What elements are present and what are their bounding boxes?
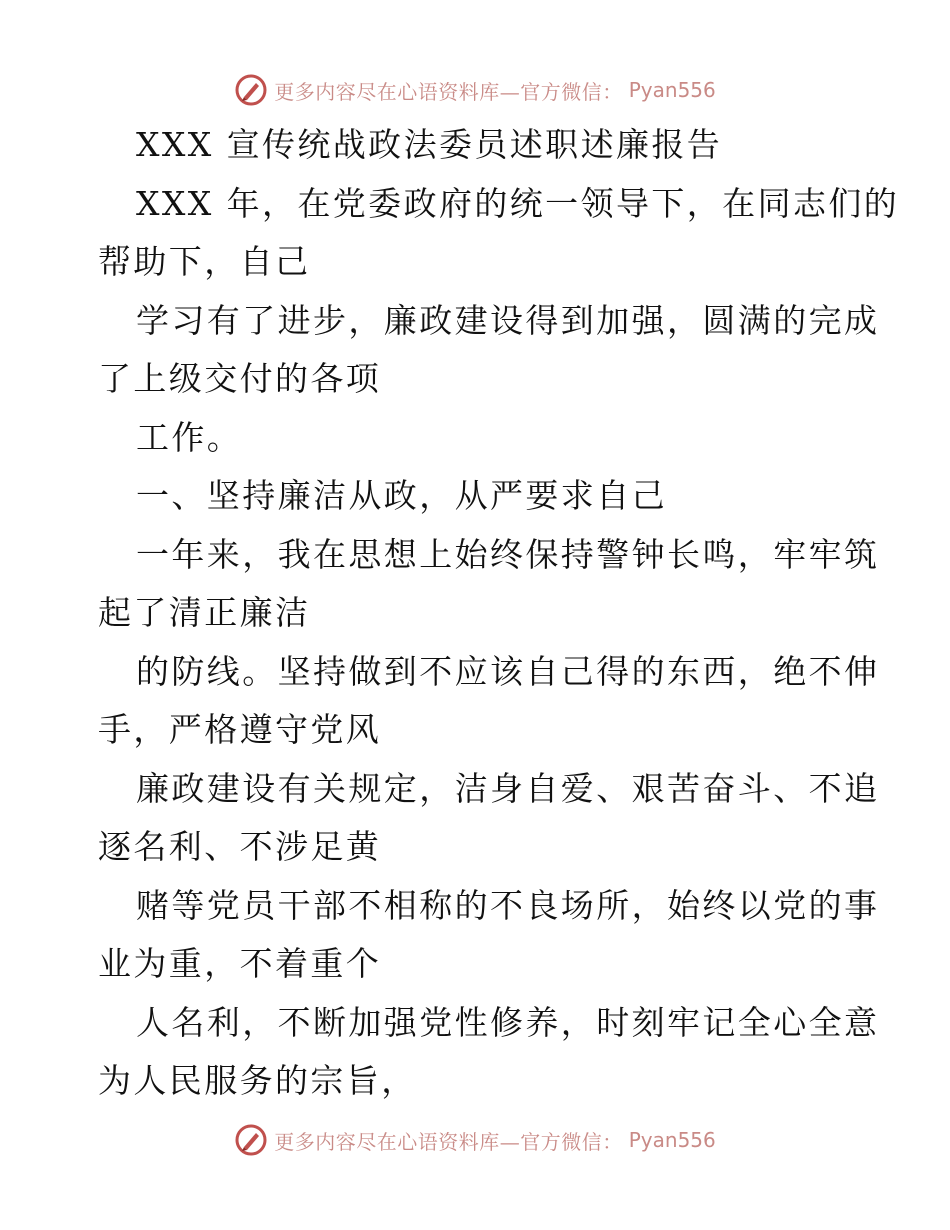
watermark-text: 更多内容尽在心语资料库—官方微信： xyxy=(274,1129,623,1154)
pen-logo-icon xyxy=(234,1123,268,1157)
watermark-text: 更多内容尽在心语资料库—官方微信： xyxy=(274,79,623,104)
text-line: 廉政建设有关规定，洁身自爱、艰苦奋斗、不追 xyxy=(136,768,880,808)
document-paragraphs xyxy=(98,175,900,1111)
text-line: 了上级交付的各项 xyxy=(98,359,382,398)
text-line: 一、坚持廉洁从政，从严要求自己 xyxy=(136,476,667,515)
text-line: 业为重，不着重个 xyxy=(98,944,382,983)
text-line: 起了清正廉洁 xyxy=(98,593,311,632)
footer-watermark xyxy=(0,1120,950,1160)
text-line: 逐名利、不涉足黄 xyxy=(98,827,382,866)
text-line: 人名利，不断加强党性修养，时刻牢记全心全意 xyxy=(136,1002,880,1042)
text-line: 为人民服务的宗旨， xyxy=(98,1061,417,1100)
text-line: 工作。 xyxy=(136,417,243,457)
document-title: XXX 宣传统战政法委员述职述廉报告 xyxy=(136,125,723,164)
pen-logo-icon xyxy=(234,73,268,107)
watermark-handle: Pyan556 xyxy=(628,78,716,102)
document-body xyxy=(98,116,900,1111)
text-line: 帮助下，自己 xyxy=(98,242,311,281)
text-line: 赌等党员干部不相称的不良场所，始终以党的事 xyxy=(136,885,880,925)
header-watermark xyxy=(0,70,950,110)
text-line: 学习有了进步，廉政建设得到加强，圆满的完成 xyxy=(136,300,880,340)
text-line: XXX 年，在党委政府的统一领导下，在同志们的 xyxy=(136,183,900,223)
text-line: 一年来，我在思想上始终保持警钟长鸣，牢牢筑 xyxy=(136,534,880,574)
text-line: 手，严格遵守党风 xyxy=(98,710,382,749)
watermark-handle: Pyan556 xyxy=(628,1128,716,1152)
text-line: 的防线。坚持做到不应该自己得的东西，绝不伸 xyxy=(136,651,880,691)
